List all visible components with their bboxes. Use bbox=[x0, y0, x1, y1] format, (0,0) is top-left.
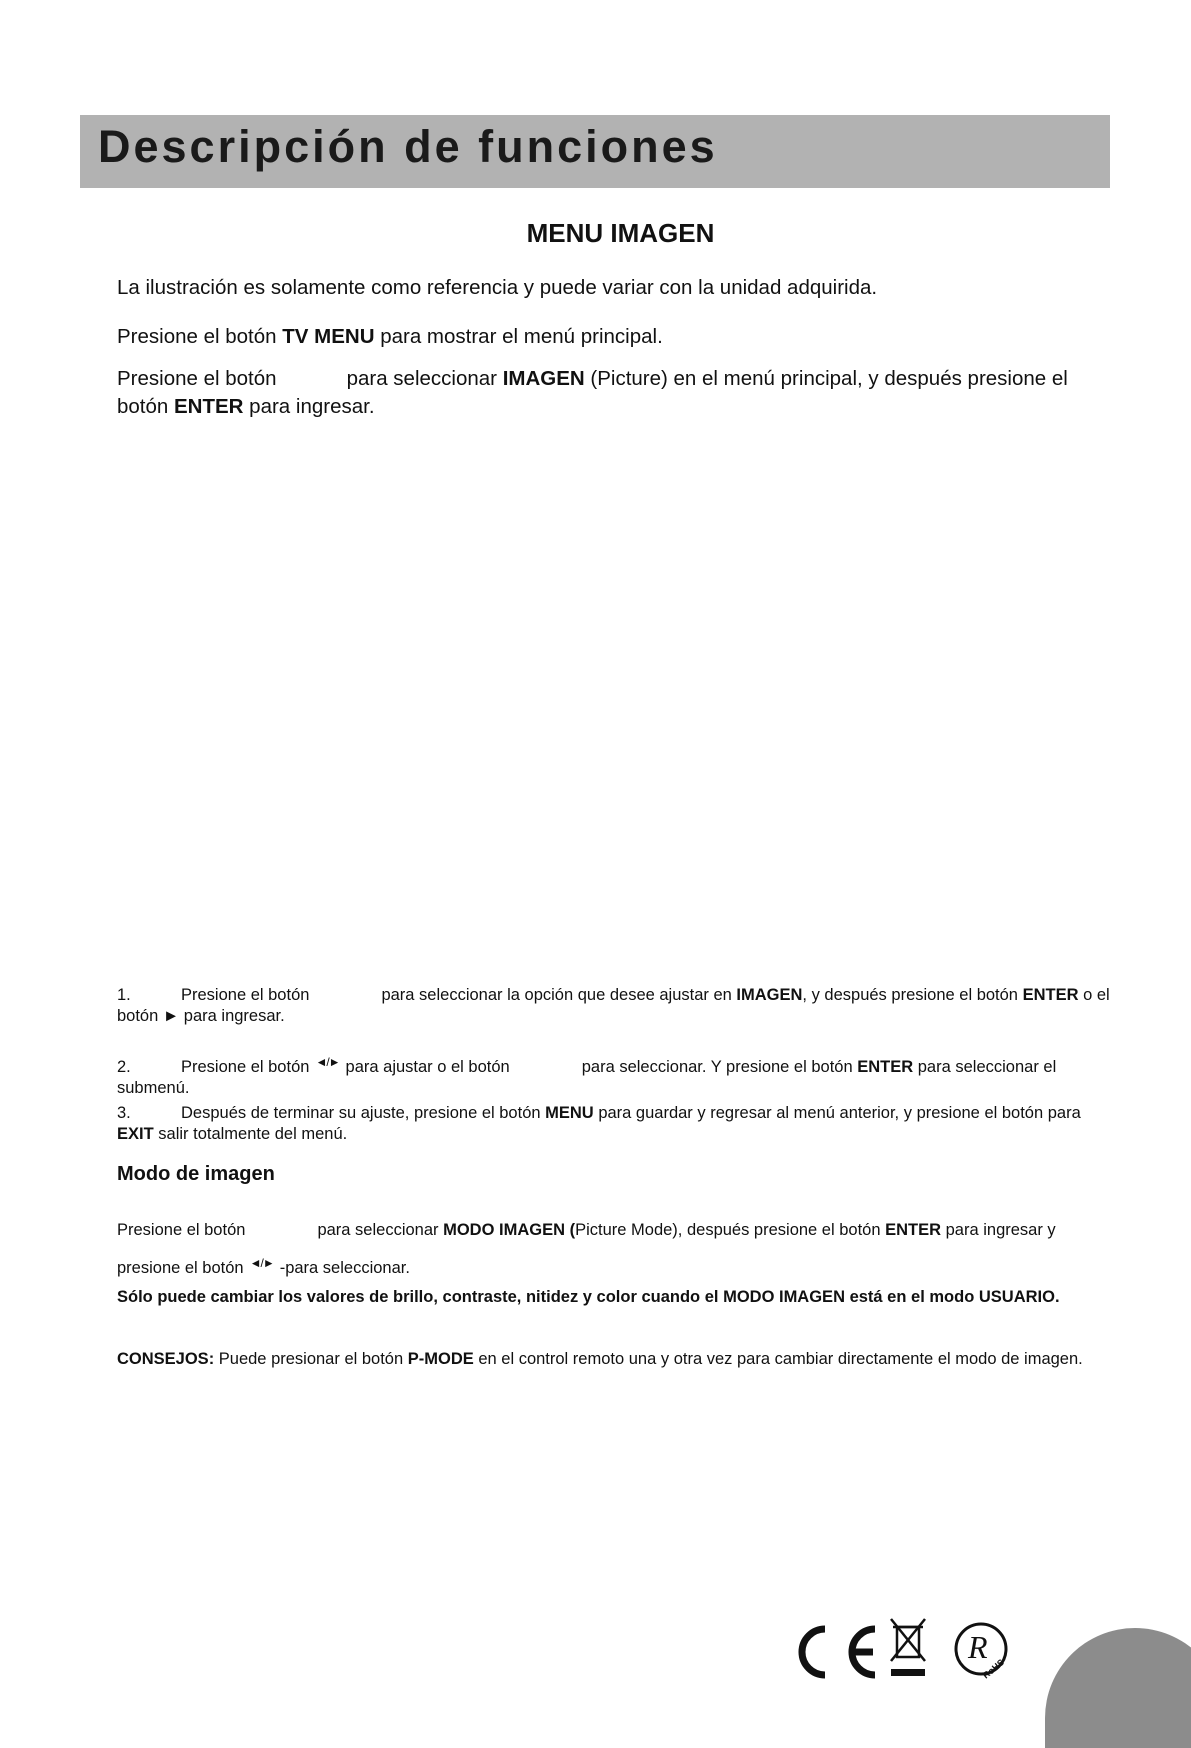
title-bar bbox=[80, 115, 1110, 188]
step-3 bbox=[117, 1103, 1117, 1145]
text: en el control remoto una y otra vez para cambiar directamente el modo de imagen. bbox=[473, 1350, 1083, 1368]
enter-key: ENTER bbox=[174, 395, 244, 418]
text: Presione el botón bbox=[117, 325, 283, 348]
page-tab bbox=[1045, 1628, 1191, 1748]
rohs-label: RoHS bbox=[980, 1657, 1006, 1681]
step-number: 2. bbox=[117, 1058, 131, 1076]
text: Presione el botón bbox=[181, 986, 310, 1004]
page-title: Descripción de funciones bbox=[98, 121, 718, 172]
text: para seleccionar el submenú. bbox=[117, 1058, 1057, 1097]
enter-key: ENTER bbox=[857, 1058, 914, 1076]
modo-imagen-paragraph bbox=[117, 1214, 1117, 1285]
text: Picture Mode), después presione el botón bbox=[575, 1221, 886, 1239]
tips-label: CONSEJOS: bbox=[117, 1350, 215, 1368]
step-1 bbox=[117, 985, 1117, 1027]
p-mode-key: P-MODE bbox=[407, 1350, 474, 1368]
text: para seleccionar la opción que desee ajustar en bbox=[381, 986, 737, 1004]
tv-menu-key: TV MENU bbox=[282, 325, 375, 348]
text: Presione el botón bbox=[181, 1058, 310, 1076]
step-number: 3. bbox=[117, 1104, 131, 1122]
text: para ingresar y presione el botón bbox=[117, 1221, 1056, 1277]
text: , y después presione el botón bbox=[802, 986, 1023, 1004]
text: o el botón ► para ingresar. bbox=[117, 986, 1110, 1025]
disclaimer-text: La ilustración es solamente como referencia y puede variar con la unidad adquirida. bbox=[117, 276, 878, 299]
left-right-arrow-icon: ◄/► bbox=[315, 1055, 340, 1069]
text: Puede presionar el botón bbox=[214, 1350, 408, 1368]
modo-imagen-key: MODO IMAGEN ( bbox=[443, 1221, 576, 1239]
tv-menu-paragraph bbox=[117, 323, 1112, 351]
text: para mostrar el menú principal. bbox=[374, 325, 663, 348]
text: Presione el botón bbox=[117, 1221, 246, 1239]
disclaimer-paragraph bbox=[117, 274, 1112, 302]
text: -para seleccionar. bbox=[279, 1259, 410, 1277]
svg-text:R: R bbox=[968, 1629, 988, 1665]
left-right-arrow-icon: ◄/► bbox=[249, 1256, 274, 1270]
menu-key: MENU bbox=[545, 1104, 594, 1122]
rohs-icon bbox=[956, 1624, 1006, 1681]
text: Después de terminar su ajuste, presione el botón bbox=[181, 1104, 546, 1122]
text: (Picture) en el menú principal, y después presione el botón bbox=[117, 367, 1068, 418]
text: para ingresar. bbox=[243, 395, 375, 418]
section-title: MENU IMAGEN bbox=[526, 218, 715, 248]
step-number: 1. bbox=[117, 986, 131, 1004]
text: Presione el botón bbox=[117, 367, 277, 390]
text: para seleccionar bbox=[346, 367, 503, 390]
step-2 bbox=[117, 1052, 1117, 1099]
imagen-key: IMAGEN bbox=[502, 367, 585, 390]
weee-bin-icon bbox=[891, 1619, 925, 1676]
user-mode-note: Sólo puede cambiar los valores de brillo, contraste, nitidez y color cuando el MODO IMAGEN está en el modo USUARIO. bbox=[117, 1288, 1060, 1306]
ce-mark-icon bbox=[802, 1629, 875, 1675]
exit-key: EXIT bbox=[117, 1125, 154, 1143]
text: para seleccionar bbox=[317, 1221, 444, 1239]
enter-key: ENTER bbox=[885, 1221, 942, 1239]
text: para guardar y regresar al menú anterior, y presione el botón para bbox=[593, 1104, 1081, 1122]
imagen-key: IMAGEN bbox=[736, 986, 803, 1004]
compliance-marks bbox=[785, 1615, 1025, 1685]
text: para ajustar o el botón bbox=[345, 1058, 510, 1076]
modo-imagen-heading: Modo de imagen bbox=[117, 1163, 275, 1185]
enter-key: ENTER bbox=[1022, 986, 1079, 1004]
tips-paragraph bbox=[117, 1349, 1117, 1370]
select-imagen-paragraph bbox=[117, 365, 1112, 421]
text: para seleccionar. Y presione el botón bbox=[581, 1058, 858, 1076]
text: salir totalmente del menú. bbox=[153, 1125, 348, 1143]
